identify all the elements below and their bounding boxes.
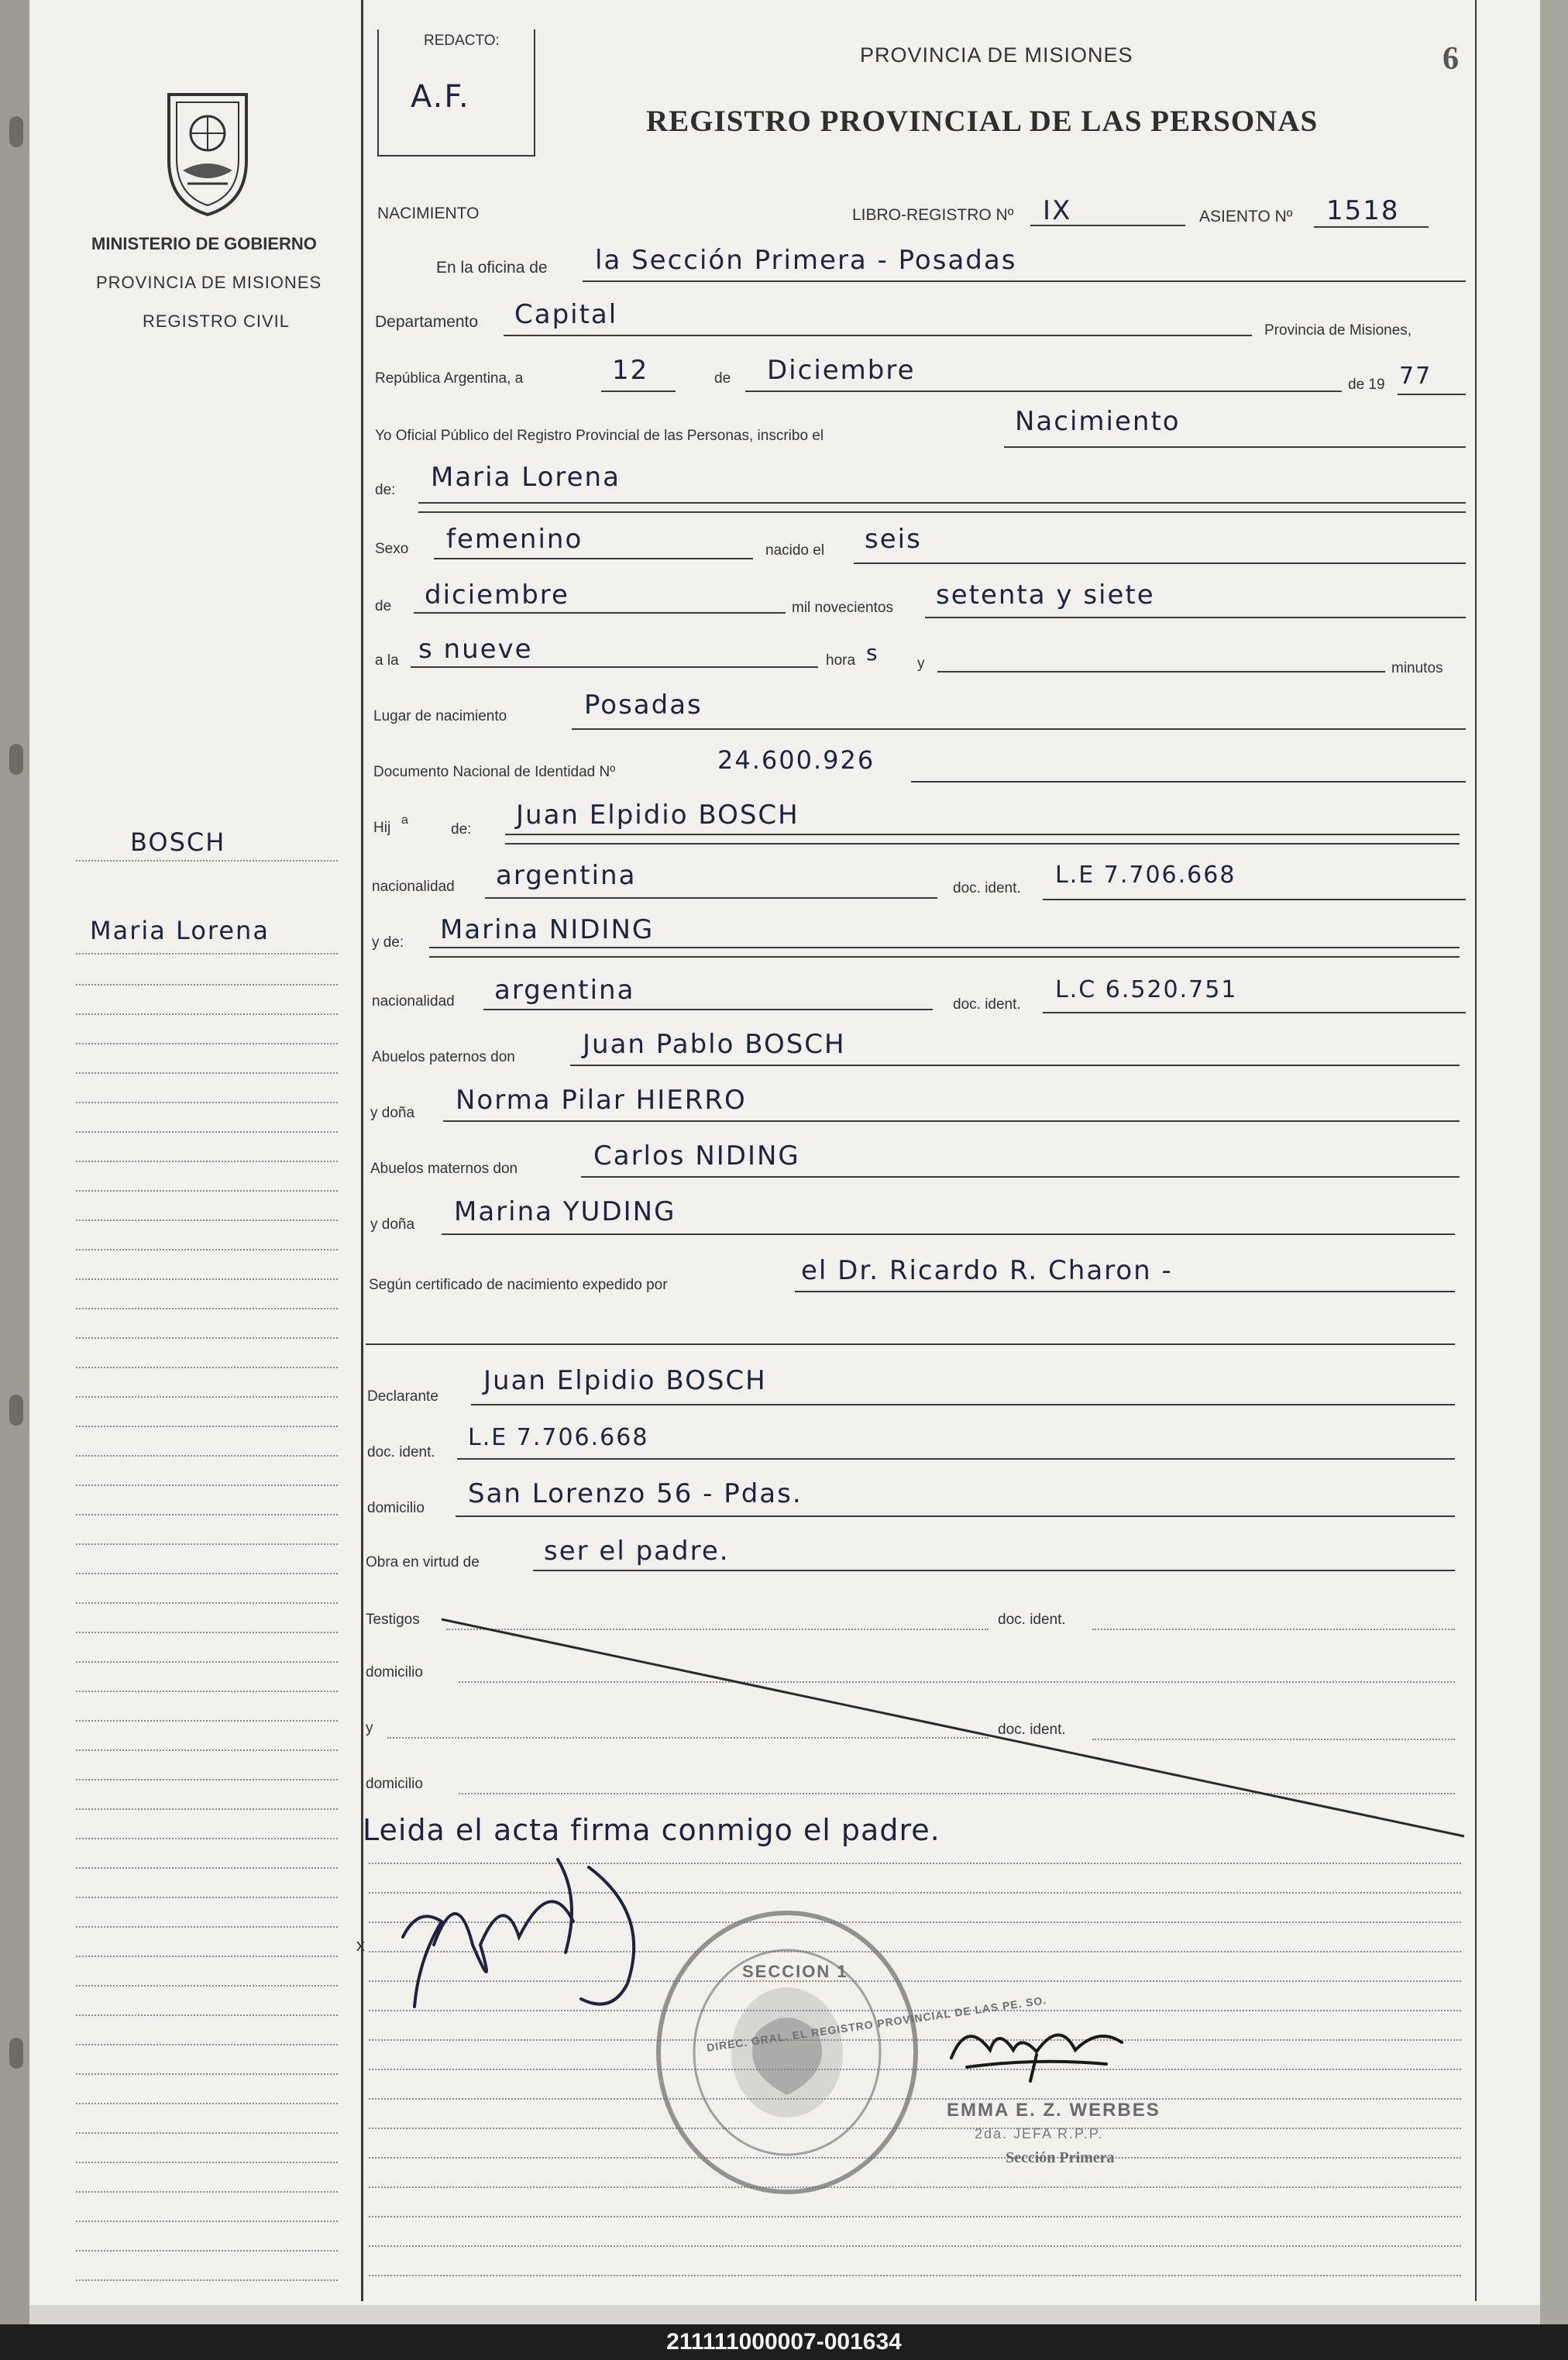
rule: [533, 1570, 1455, 1571]
rule: [601, 390, 676, 392]
cert-label: Según certificado de nacimiento expedido por: [369, 1277, 668, 1293]
margin-rule: [76, 1661, 338, 1663]
margin-rule: [76, 2014, 338, 2016]
oficina-value: la Sección Primera - Posadas: [595, 245, 1017, 276]
margin-rule: [76, 1337, 338, 1339]
hora-label: hora: [826, 652, 856, 669]
margin-rule: [76, 1426, 338, 1427]
margin-rule: [76, 1985, 338, 1987]
ala-value: s nueve: [418, 634, 533, 665]
nacido-value: seis: [865, 524, 922, 555]
rule: [456, 1515, 1455, 1517]
de3-label: de: [375, 598, 392, 614]
header-province: PROVINCIA DE MISIONES: [860, 43, 1133, 67]
doc1-value: L.E 7.706.668: [1055, 862, 1236, 889]
rule: [1398, 394, 1466, 395]
declarante-value: Juan Elpidio BOSCH: [483, 1365, 767, 1396]
abpat-value: Juan Pablo BOSCH: [583, 1029, 846, 1060]
margin-rule: [76, 1573, 338, 1574]
margin-rule: [76, 2044, 338, 2045]
binder-hole: [9, 1395, 23, 1426]
margin-rule: [76, 1543, 338, 1545]
libro-value: IX: [1043, 195, 1072, 226]
dni-label: Documento Nacional de Identidad Nº: [373, 764, 616, 780]
rule: [583, 280, 1466, 282]
margin-surname: BOSCH: [130, 827, 226, 857]
doc1-label: doc. ident.: [953, 880, 1021, 896]
official-signature-icon: [944, 2004, 1161, 2089]
margin-rule: [76, 1190, 338, 1192]
rule: [411, 666, 818, 668]
stamp-inner-text: SECCION 1: [742, 1962, 848, 1981]
docd-label: doc. ident.: [367, 1444, 435, 1460]
rule: [505, 843, 1460, 845]
father-value: Juan Elpidio BOSCH: [516, 800, 799, 831]
margin-rule: [76, 860, 338, 862]
yde-label: y de:: [372, 934, 404, 951]
margin-rule: [76, 1161, 338, 1162]
binder-hole: [9, 744, 23, 775]
y2-label: y: [366, 1720, 373, 1736]
republica-label: República Argentina, a: [375, 370, 524, 387]
province-crest-icon: [160, 87, 256, 218]
margin-rule: [76, 1043, 338, 1044]
margin-rule: [76, 1926, 338, 1928]
margin-rule: [76, 1838, 338, 1839]
docd-value: L.E 7.706.668: [468, 1424, 649, 1451]
margin-rule: [76, 1396, 338, 1398]
ydona2-label: y doña: [370, 1216, 415, 1233]
margin-given-names: Maria Lorena: [90, 916, 270, 945]
domicilio2-label: domicilio: [366, 1664, 423, 1681]
abmat-label: Abuelos maternos don: [370, 1161, 518, 1177]
margin-rule: [76, 1867, 338, 1869]
doc2-value: L.C 6.520.751: [1055, 976, 1238, 1003]
abpat-label: Abuelos paternos don: [372, 1049, 515, 1065]
father-signature-icon: [387, 1828, 666, 2022]
rule: [572, 728, 1466, 730]
margin-rule: [76, 1956, 338, 1957]
de2-label: de:: [375, 482, 396, 498]
margin-rule: [76, 2279, 338, 2281]
rule: [418, 502, 1466, 504]
margin-rule: [76, 1308, 338, 1309]
rule: [911, 781, 1466, 783]
hij-suffix: a: [401, 814, 408, 827]
ydona1-label: y doña: [370, 1105, 415, 1121]
ydona2-value: Marina YUDING: [454, 1196, 676, 1227]
rule: [429, 956, 1460, 958]
name-value: Maria Lorena: [431, 462, 621, 493]
image-id-footer: 211111000007-001634: [0, 2324, 1568, 2360]
domicilio-value: San Lorenzo 56 - Pdas.: [468, 1478, 803, 1509]
margin-rule: [76, 2162, 338, 2163]
rule: [471, 1404, 1455, 1405]
header-registry: REGISTRO PROVINCIAL DE LAS PERSONAS: [646, 105, 1319, 138]
margin-rule: [76, 1602, 338, 1604]
cert-value: el Dr. Ricardo R. Charon -: [801, 1255, 1173, 1286]
left-province: PROVINCIA DE MISIONES: [96, 273, 322, 292]
rule: [442, 1233, 1455, 1235]
rule: [443, 1120, 1460, 1122]
margin-divider: [361, 0, 363, 2301]
year-value: 77: [1399, 363, 1432, 390]
hij-label: Hij: [373, 820, 391, 836]
margin-rule: [76, 1691, 338, 1692]
margin-rule: [76, 2073, 338, 2075]
lugar-value: Posadas: [584, 690, 703, 721]
margin-rule: [76, 1749, 338, 1751]
libro-label: LIBRO-REGISTRO Nº: [852, 206, 1014, 224]
binder-edge: [0, 0, 29, 2324]
rule: [485, 897, 937, 899]
margin-rule: [76, 1013, 338, 1015]
year-prefix: de 19: [1348, 377, 1385, 393]
x-mark: x: [356, 1935, 365, 1955]
rule: [504, 335, 1252, 336]
declarante-label: Declarante: [367, 1388, 438, 1405]
binder-hole: [9, 2038, 23, 2069]
oficina-label: En la oficina de: [436, 259, 548, 277]
margin-rule: [76, 984, 338, 986]
margin-rule: [76, 1220, 338, 1221]
departamento-value: Capital: [514, 299, 618, 330]
rule: [570, 1065, 1460, 1066]
dni-value: 24.600.926: [717, 745, 875, 775]
margin-rule: [76, 2191, 338, 2193]
lugar-label: Lugar de nacimiento: [373, 708, 507, 724]
margin-rule: [76, 1897, 338, 1898]
signature-rule: [369, 2245, 1461, 2247]
provincia-suffix: Provincia de Misiones,: [1264, 322, 1412, 339]
abmat-value: Carlos NIDING: [593, 1140, 800, 1171]
margin-rule: [76, 1779, 338, 1780]
hij-de-label: de:: [451, 821, 472, 838]
right-border: [1475, 0, 1477, 2301]
rule: [937, 671, 1385, 673]
month-value: Diciembre: [767, 355, 916, 386]
rule: [457, 1458, 1455, 1460]
margin-rule: [76, 953, 338, 955]
nac1-value: argentina: [496, 860, 637, 891]
rule: [414, 612, 786, 614]
margin-rule: [76, 2132, 338, 2134]
rule: [483, 1009, 933, 1010]
rule: [434, 558, 753, 559]
margin-rule: [76, 2103, 338, 2104]
stamp-ring-text: DIREC. GRAL. EL REGISTRO PROVINCIAL DE LAS PE. SO.: [706, 1994, 1048, 2054]
margin-rule: [76, 1720, 338, 1722]
rule: [418, 511, 1466, 513]
signature-rule: [369, 2275, 1461, 2276]
nacido-label: nacido el: [765, 542, 825, 559]
departamento-label: Departamento: [375, 313, 479, 331]
asiento-value: 1518: [1326, 195, 1400, 226]
left-ministry: MINISTERIO DE GOBIERNO: [91, 234, 317, 253]
signature-rule: [369, 2216, 1461, 2217]
obra-label: Obra en virtud de: [366, 1554, 480, 1570]
rule: [581, 1176, 1460, 1178]
y-label: y: [917, 655, 925, 672]
y2-doc-label: doc. ident.: [998, 1722, 1066, 1738]
book-spine: [1540, 0, 1568, 2324]
official-role: 2da. JEFA R.P.P.: [975, 2126, 1104, 2142]
rule: [1314, 226, 1429, 228]
margin-rule: [76, 1808, 338, 1810]
obra-value: ser el padre.: [544, 1536, 730, 1567]
sexo-label: Sexo: [375, 541, 409, 557]
margin-rule: [76, 1249, 338, 1251]
margin-rule: [76, 1102, 338, 1103]
rule: [1043, 1012, 1466, 1013]
left-civil: REGISTRO CIVIL: [143, 311, 291, 331]
rule: [1043, 899, 1466, 900]
nac2-value: argentina: [494, 975, 635, 1006]
inscribo-value: Nacimiento: [1015, 406, 1181, 437]
rule: [429, 947, 1460, 948]
rule: [795, 1291, 1455, 1292]
de3-value: diciembre: [425, 580, 569, 611]
official-section: Sección Primera: [1006, 2149, 1115, 2166]
mother-value: Marina NIDING: [440, 914, 655, 945]
minutos-label: minutos: [1391, 660, 1443, 676]
nac2-label: nacionalidad: [372, 993, 455, 1010]
domicilio-label: domicilio: [367, 1500, 425, 1516]
rule: [505, 834, 1460, 835]
testigos-label: Testigos: [366, 1612, 420, 1628]
doc2-label: doc. ident.: [953, 996, 1021, 1013]
official-seal-icon: [648, 1901, 927, 2203]
cancel-strike: [434, 1612, 1472, 1844]
margin-rule: [76, 1632, 338, 1633]
rule: [366, 1343, 1455, 1345]
margin-rule: [76, 2250, 338, 2252]
rule: [854, 562, 1466, 564]
mil-label: mil novecientos: [792, 600, 893, 616]
binder-hole: [9, 116, 23, 147]
rule: [1030, 225, 1185, 226]
inscribo-label: Yo Oficial Público del Registro Provincial de las Personas, inscribo el: [375, 428, 824, 444]
mil-value: setenta y siete: [936, 580, 1155, 611]
nac1-label: nacionalidad: [372, 879, 455, 895]
hora-value: s: [866, 640, 879, 666]
rule: [745, 390, 1342, 392]
redacto-value: A.F.: [411, 79, 470, 115]
margin-rule: [76, 1514, 338, 1515]
margin-rule: [76, 2221, 338, 2222]
margin-rule: [76, 1367, 338, 1368]
margin-rule: [76, 1278, 338, 1280]
sexo-value: femenino: [446, 524, 583, 555]
asiento-label: ASIENTO Nº: [1199, 208, 1293, 225]
ala-label: a la: [375, 652, 399, 669]
domicilio3-label: domicilio: [366, 1776, 423, 1792]
day-value: 12: [612, 355, 649, 386]
margin-rule: [76, 1455, 338, 1457]
rule: [925, 617, 1466, 618]
ydona1-value: Norma Pilar HIERRO: [456, 1085, 747, 1116]
official-name: EMMA E. Z. WERBES: [947, 2100, 1161, 2121]
leida-value: Leida el acta firma conmigo el padre.: [363, 1813, 940, 1847]
de-label: de: [714, 370, 731, 387]
page-number: 6: [1442, 41, 1460, 77]
testigos-doc-label: doc. ident.: [998, 1612, 1066, 1628]
nacimiento-label: NACIMIENTO: [377, 205, 480, 222]
margin-rule: [76, 1131, 338, 1133]
redacto-label: REDACTO:: [424, 33, 500, 49]
margin-rule: [76, 1484, 338, 1486]
rule: [1004, 446, 1466, 448]
margin-rule: [76, 1072, 338, 1074]
